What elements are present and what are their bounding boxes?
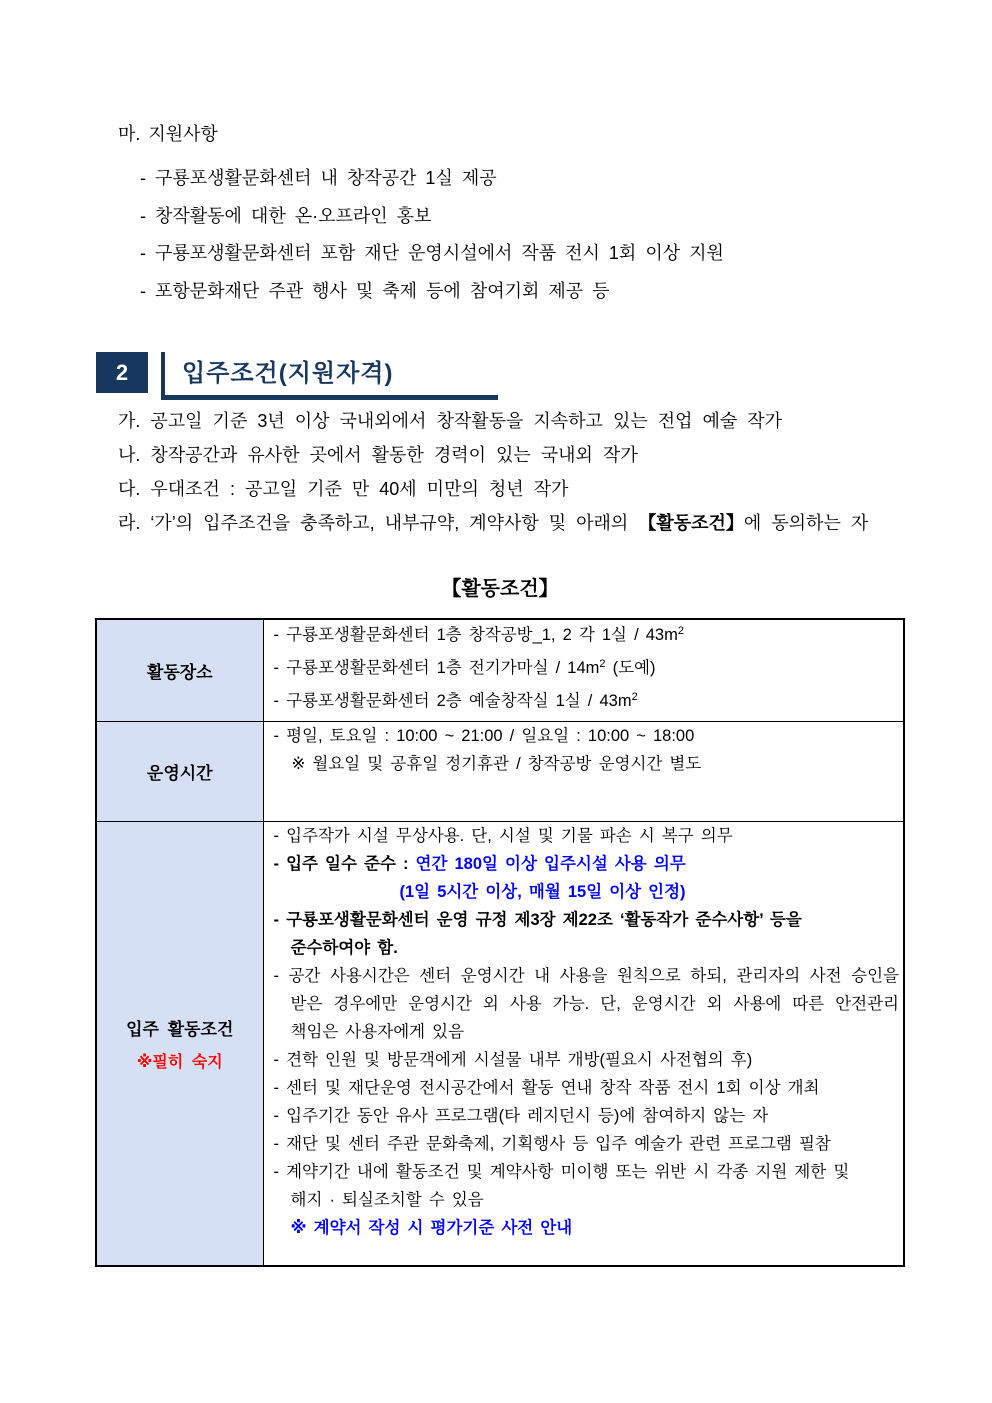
row-header-label: 활동장소 xyxy=(146,662,213,682)
row-header-note: ※필히 숙지 xyxy=(136,1053,223,1071)
text-line: - 포항문화재단 주관 행사 및 축제 등에 참여기회 제공 등 xyxy=(140,280,610,301)
table-row xyxy=(96,721,904,821)
text-line: ※ 계약서 작성 시 평가기준 사전 안내 xyxy=(290,1218,573,1237)
section-2-header xyxy=(96,352,498,400)
eligibility-list xyxy=(118,404,868,540)
text-line: - 창작활동에 대한 온·오프라인 홍보 xyxy=(140,205,432,226)
text-line: - 견학 인원 및 방문객에게 시설물 내부 개방(필요시 사전협의 후) xyxy=(273,1050,753,1069)
support-section-title: 마. 지원사항 xyxy=(118,124,218,144)
text-line: - 입주기간 동안 유사 프로그램(타 레지던시 등)에 참여하지 않는 자 xyxy=(273,1106,769,1125)
support-item-list xyxy=(140,160,724,310)
text-line: 라. ‘가’의 입주조건을 충족하고, 내부규약, 계약사항 및 아래의 【활동조건】에 동의하는 자 xyxy=(118,513,869,533)
activity-table-title: 【활동조건】 xyxy=(441,578,559,600)
text-line: 받은 경우에만 운영시간 외 사용 가능. 단, 운영시간 외 사용에 따른 안전관리 xyxy=(290,994,899,1013)
row-header-place xyxy=(96,619,263,721)
text-line: - 재단 및 센터 주관 문화축제, 기획행사 등 입주 예술가 관련 프로그램 필참 xyxy=(273,1134,831,1153)
text-line: ※ 월요일 및 공휴일 정기휴관 / 창작공방 운영시간 별도 xyxy=(291,754,702,773)
text-line: - 계약기간 내에 활동조건 및 계약사항 미이행 또는 위반 시 각종 지원 제한 및 xyxy=(273,1162,850,1181)
text-line: - 입주작가 시설 무상사용. 단, 시설 및 기물 파손 시 복구 의무 xyxy=(273,826,733,845)
row-content-hours xyxy=(263,721,904,821)
row-content-conditions xyxy=(263,821,904,1266)
section-number-badge: 2 xyxy=(96,352,148,393)
row-content-place xyxy=(263,619,904,721)
text-line: - 구룡포생활문화센터 1층 전기가마실 / $14m^2$ (도예) xyxy=(273,658,656,677)
text-line: 나. 창작공간과 유사한 곳에서 활동한 경력이 있는 국내외 작가 xyxy=(118,445,638,465)
text-line: (1일 5시간 이상, 매월 15일 이상 인정) xyxy=(399,882,686,901)
text-line: - 구룡포생활문화센터 운영 규정 제3장 제22조 ‘활동작가 준수사항’ 등을 xyxy=(273,910,802,929)
text-line: - 입주 일수 준수 : 연간 180일 이상 입주시설 사용 의무 xyxy=(273,854,686,873)
row-header-conditions xyxy=(96,821,263,1266)
text-line: - 구룡포생활문화센터 포함 재단 운영시설에서 작품 전시 1회 이상 지원 xyxy=(140,243,724,263)
text-line: - 구룡포생활문화센터 1층 창작공방_1, 2 각 1실 / $43m^2$ xyxy=(273,625,684,644)
table-row xyxy=(96,821,904,1266)
row-header-label: 운영시간 xyxy=(146,763,213,783)
text-line: - 평일, 토요일 : 10:00 ~ 21:00 / 일요일 : 10:00 ~ 18:00 xyxy=(273,726,695,745)
section-title-text: 입주조건(지원자격) xyxy=(182,360,394,387)
text-line: 책임은 사용자에게 있음 xyxy=(290,1022,465,1041)
table-row xyxy=(96,619,904,721)
section-title-bar xyxy=(161,352,498,400)
text-line: - 공간 사용시간은 센터 운영시간 내 사용을 원칙으로 하되, 관리자의 사전 승인을 xyxy=(273,966,899,985)
text-line: 준수하여야 함. xyxy=(290,938,398,957)
text-line: - 구룡포생활문화센터 내 창작공간 1실 제공 xyxy=(140,168,497,188)
row-header-label: 입주 활동조건 xyxy=(126,1019,234,1039)
text-line: 다. 우대조건 : 공고일 기준 만 40세 미만의 청년 작가 xyxy=(118,479,569,499)
activity-conditions-table xyxy=(95,618,905,1267)
row-header-hours xyxy=(96,721,263,821)
text-line: 해지 · 퇴실조치할 수 있음 xyxy=(290,1190,484,1209)
text-line: 가. 공고일 기준 3년 이상 국내외에서 창작활동을 지속하고 있는 전업 예술 작가 xyxy=(118,411,783,431)
text-line: - 센터 및 재단운영 전시공간에서 활동 연내 창작 작품 전시 1회 이상 개최 xyxy=(273,1078,820,1097)
text-line: - 구룡포생활문화센터 2층 예술창작실 1실 / $43m^2$ xyxy=(273,691,638,710)
